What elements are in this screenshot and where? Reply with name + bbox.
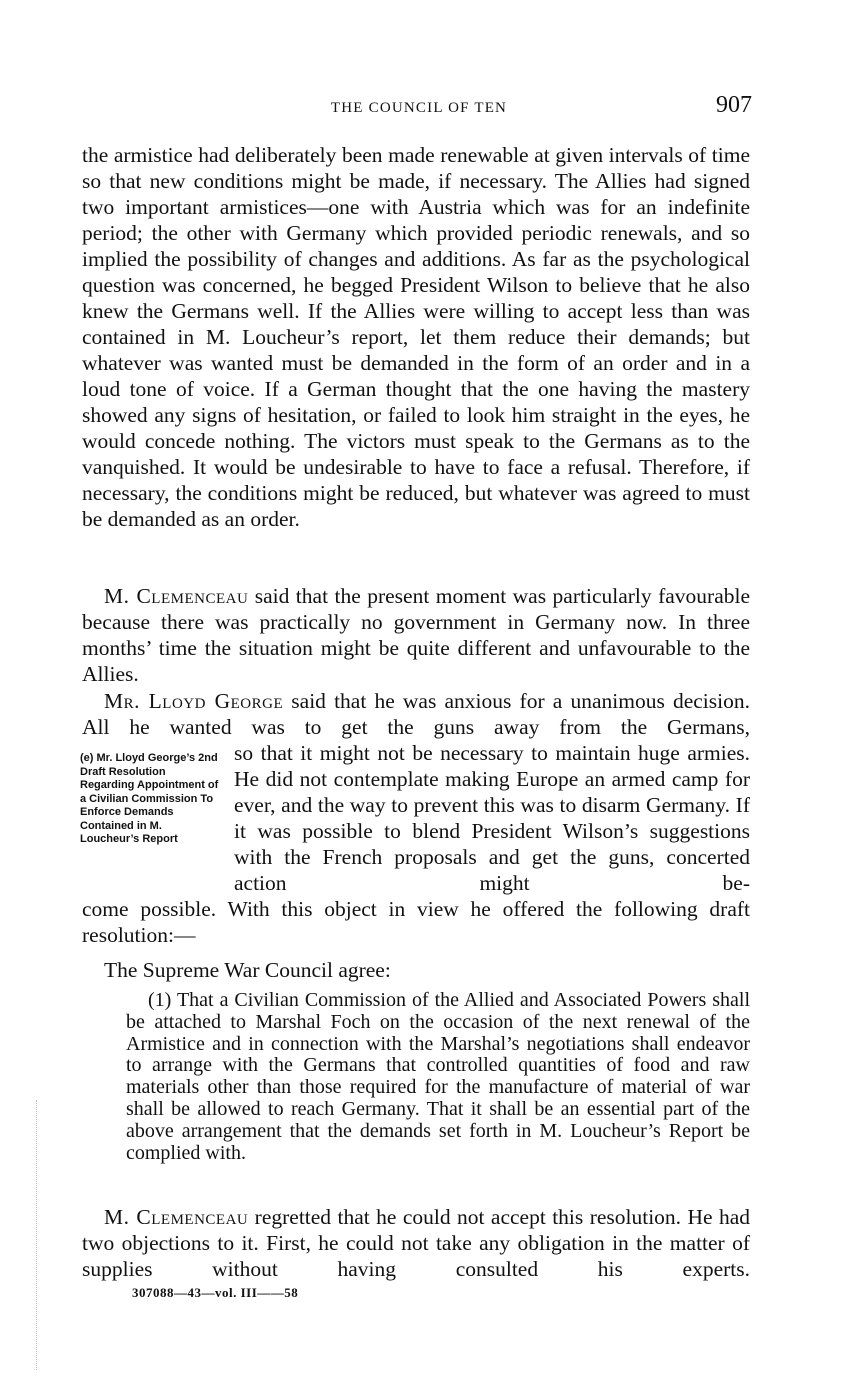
paragraph-text: so that it might not be necessary to maintain huge armies. He did not contemplate making Europe an armed camp for ever, and the way to prevent this was to disarm Germany. If it was possible to blend President Wilson’s suggestions with the French proposals and get the guns, concerted action might be- bbox=[234, 741, 750, 895]
paragraph-wrapped-text bbox=[234, 740, 750, 896]
resolution-text: (1) That a Civilian Commission of the Allied and Associated Powers shall be attached to Marshal Foch on the occasion of the next renewal of the Armistice and in connection with the Marshal’s negotiations shall endeavor to arrange with the Germans that controlled quantities of food and raw materials other than those required for the manufacture of material of war shall be allowed to reach Germany. That it shall be an essential part of the above arrangement that the demands set forth in M. Loucheur’s Report be complied with. bbox=[126, 989, 750, 1164]
paragraph-text: come possible. With this object in view he offered the following draft resolution:— bbox=[82, 897, 750, 947]
page-number: 907 bbox=[716, 92, 752, 118]
paragraph-text: the armistice had deliberately been made renewable at given intervals of time so that new conditions might be made, if necessary. The Allies had signed two important armistices—one with Austria which was for an indefinite period; the other with Germany which provided periodic renewals, and so implied the possibility of changes and additions. As far as the psychological question was concerned, he begged President Wilson to believe that he also knew the Germans well. If the Allies were willing to accept less than was contained in M. Loucheur’s report, let them reduce their demands; but whatever was wanted must be demanded in the form of an order and in a loud tone of voice. If a German thought that the one having the mastery showed any signs of hesitation, or failed to look him straight in the eyes, he would concede nothing. The victors must speak to the Germans as to the vanquished. It would be undesirable to have to face a refusal. Therefore, if necessary, the conditions might be reduced, but whatever was agreed to must be demanded as an order. bbox=[82, 143, 750, 531]
paragraph-text: regretted that he could not accept this resolution. He had two objections to it. First, he could not take any obligation in the matter of supplies without having consulted his experts. bbox=[82, 1205, 750, 1281]
paragraph-clemenceau-2 bbox=[82, 1204, 750, 1282]
speaker-name: M. Clemenceau bbox=[104, 1205, 249, 1229]
paragraph-text: said that the present moment was particularly favourable because there was practically no government in Germany now. In three months’ time the situation might be quite different and unfavourable to the Allies. bbox=[82, 584, 750, 686]
paragraph-continuation-2 bbox=[82, 896, 750, 948]
margin-sidenote: (e) Mr. Lloyd George’s 2nd Draft Resolution Regarding Appointment of a Civilian Commission To Enforce Demands Contained in M. Loucheur’s Report bbox=[80, 752, 219, 845]
paragraph-text: said that he was anxious for a unanimous decision. All he wanted was to get the guns away from the Germans, bbox=[82, 689, 750, 739]
scan-edge-rule bbox=[36, 1100, 37, 1370]
paragraph-clemenceau-1 bbox=[82, 583, 750, 687]
paragraph-continuation bbox=[82, 142, 750, 532]
running-title: THE COUNCIL OF TEN bbox=[330, 100, 508, 116]
speaker-name: M. Clemenceau bbox=[104, 584, 249, 608]
resolution-block bbox=[126, 990, 750, 1164]
paragraph-lloyd-george bbox=[82, 688, 750, 740]
speaker-name: Mr. Lloyd George bbox=[104, 689, 284, 713]
print-signature: 307088—43—vol. III——58 bbox=[132, 1285, 299, 1300]
resolution-intro: The Supreme War Council agree: bbox=[104, 958, 391, 982]
page-header bbox=[0, 92, 858, 126]
